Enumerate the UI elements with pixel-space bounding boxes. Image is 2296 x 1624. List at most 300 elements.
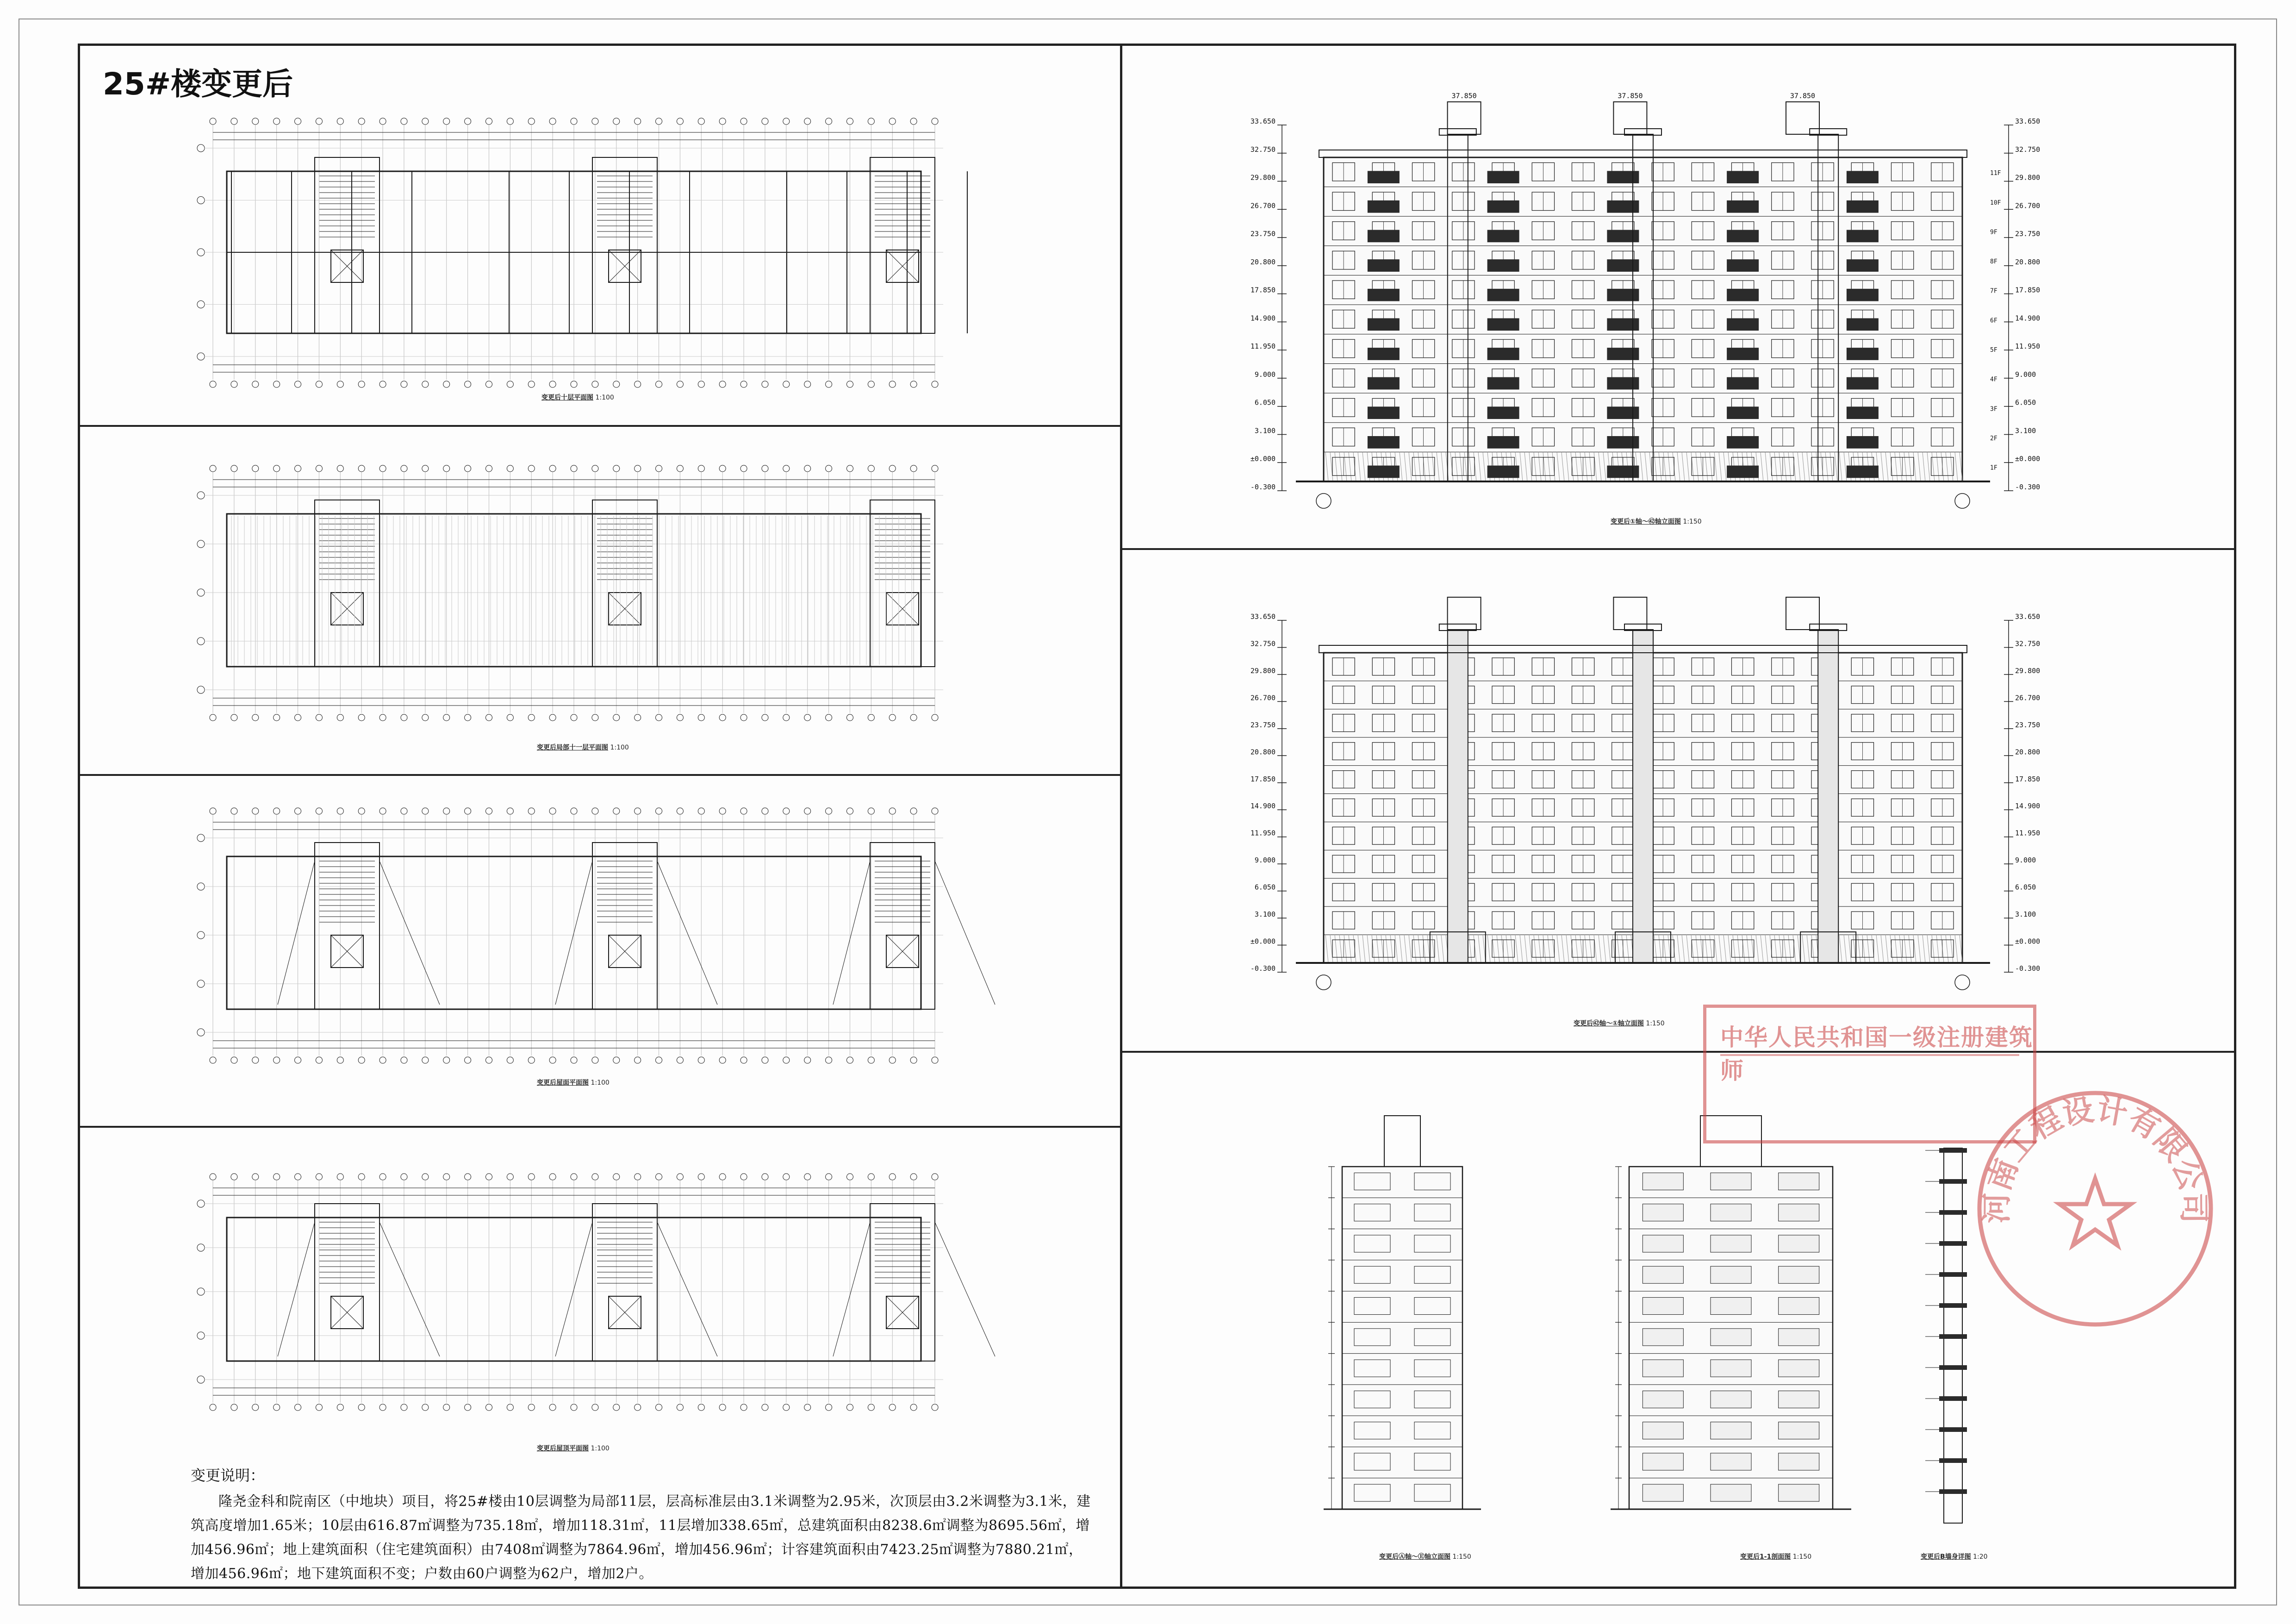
floor-label: 3F <box>1990 406 1997 413</box>
axis-bubble <box>889 714 896 721</box>
roof-stair-house <box>1384 1116 1420 1167</box>
axis-bubble <box>656 118 662 125</box>
roof-stair-house <box>1613 597 1647 630</box>
plan-linework <box>197 808 995 1063</box>
axis-bubble <box>231 1174 237 1180</box>
level-label: 33.650 <box>1250 117 1276 125</box>
axis-bubble <box>507 808 513 814</box>
level-label: 9.000 <box>2015 856 2036 865</box>
floor-plan-10f-caption: 变更后十层平面图 1:100 <box>541 394 614 401</box>
axis-bubble <box>698 1174 704 1180</box>
axis-bubble <box>868 381 874 387</box>
roof-stair-house <box>1786 597 1819 630</box>
axis-bubble <box>571 1174 577 1180</box>
axis-bubble <box>422 1404 429 1411</box>
level-label: 32.750 <box>2015 639 2041 648</box>
room-cell <box>1643 1329 1683 1346</box>
axis-bubble <box>337 1404 343 1411</box>
axis-bubble <box>549 1057 556 1063</box>
level-label: 33.650 <box>1250 612 1276 621</box>
axis-bubble <box>422 808 429 814</box>
axis-bubble <box>443 1174 450 1180</box>
axis-bubble <box>274 1404 280 1411</box>
axis-bubble <box>401 381 407 387</box>
change-notes-body: 隆尧金科和院南区（中地块）项目，将25#楼由10层调整为局部11层，层高标准层由3.1米调整为2.95米，次顶层由3.2米调整为3.1米，建筑高度增加1.65米；10层由616.87㎡调整为735.18㎡，增加118.31㎡，11层增加338.65㎡，总建筑面积由8238.6㎡调整为8695.56㎡，增加456.96㎡；地上建筑面积（住宅建筑面积）由7408㎡调整为7864.96㎡，增加456.96㎡；计容建筑面积由7423.25㎡调整为7880.21㎡，增加456.96㎡；地下建筑面积不变；户数由60户调整为62户，增加2户。 <box>191 1493 1091 1582</box>
axis-bubble <box>932 465 938 472</box>
balcony-panel <box>1607 259 1639 272</box>
axis-bubble <box>804 1057 811 1063</box>
balcony-panel <box>1368 230 1400 243</box>
axis-bubble <box>826 1174 832 1180</box>
balcony-panel <box>1607 406 1639 419</box>
axis-bubble <box>528 1404 535 1411</box>
axis-bubble <box>358 1174 365 1180</box>
slab-edge <box>1939 1272 1967 1277</box>
stair-core <box>315 500 380 667</box>
axis-bubble <box>932 714 938 721</box>
room-cell <box>1643 1235 1683 1252</box>
axis-bubble <box>337 465 343 472</box>
axis-bubble <box>401 118 407 125</box>
outline <box>1342 1167 1462 1509</box>
level-label: 20.800 <box>2015 257 2041 266</box>
axis-bubble <box>635 808 641 814</box>
axis-bubble <box>316 808 322 814</box>
axis-bubble <box>698 1404 704 1411</box>
axis-bubble <box>889 381 896 387</box>
balcony-panel <box>1607 436 1639 449</box>
room-cell <box>1643 1422 1683 1439</box>
axis-bubble <box>656 1174 662 1180</box>
room-cell <box>1643 1391 1683 1408</box>
room-cell <box>1711 1173 1751 1190</box>
balcony-panel <box>1847 259 1879 272</box>
axis-bubble <box>197 980 205 987</box>
floor-plan-11f <box>194 463 953 722</box>
axis-bubble <box>846 1404 853 1411</box>
room-cell <box>1779 1204 1819 1221</box>
axis-bubble <box>656 381 662 387</box>
row-divider-right-1 <box>1122 548 2236 550</box>
level-label: 26.700 <box>1250 693 1276 702</box>
axis-bubble <box>677 1174 683 1180</box>
axis-bubble <box>549 808 556 814</box>
roof-top-level: 37.850 <box>1790 92 1816 100</box>
axis-bubble <box>868 1404 874 1411</box>
axis-bubble <box>613 465 620 472</box>
level-label: 29.800 <box>1250 666 1276 675</box>
svg-text:河南工程设计有限公司: 河南工程设计有限公司 <box>1979 1092 2212 1224</box>
balcony-panel <box>1727 348 1759 360</box>
top-roof-plan-caption: 变更后屋顶平面图 1:100 <box>537 1445 610 1452</box>
axis-bubble <box>465 381 471 387</box>
axis-bubble <box>910 1404 917 1411</box>
axis-bubble <box>932 381 938 387</box>
axis-bubble <box>910 381 917 387</box>
axis-bubble <box>401 1057 407 1063</box>
axis-bubble <box>592 381 598 387</box>
balcony-panel <box>1727 466 1759 478</box>
slab-edge <box>1939 1458 1967 1463</box>
axis-bubble <box>549 465 556 472</box>
room-cell <box>1711 1360 1751 1377</box>
axis-bubble <box>677 1404 683 1411</box>
axis-bubble <box>826 714 832 721</box>
room-cell <box>1779 1360 1819 1377</box>
axis-bubble <box>635 381 641 387</box>
axis-bubble <box>197 1244 205 1251</box>
axis-bubble <box>380 1057 386 1063</box>
floor-label: 10F <box>1990 199 2001 206</box>
room-cell <box>1779 1422 1819 1439</box>
axis-bubble <box>197 1376 205 1383</box>
balcony-panel <box>1727 318 1759 331</box>
level-label: 29.800 <box>2015 666 2041 675</box>
axis-bubble <box>804 381 811 387</box>
axis-bubble <box>592 1057 598 1063</box>
axis-bubble <box>783 1174 790 1180</box>
axis-bubble <box>613 381 620 387</box>
axis-bubble <box>422 1057 429 1063</box>
axis-bubble <box>380 1404 386 1411</box>
room-cell <box>1711 1453 1751 1470</box>
balcony-panel <box>1487 348 1519 360</box>
stair-core <box>315 1204 380 1361</box>
axis-bubble <box>231 1057 237 1063</box>
roof-top-level: 37.850 <box>1451 92 1477 100</box>
axis-bubble <box>571 1404 577 1411</box>
axis-bubble <box>889 465 896 472</box>
slab-edge <box>1939 1303 1967 1308</box>
axis-bubble <box>677 714 683 721</box>
axis-bubble <box>740 381 747 387</box>
company-seal-graphic <box>1972 1086 2218 1331</box>
axis-bubble <box>1316 493 1331 508</box>
level-label: ±0.000 <box>1250 455 1276 463</box>
balcony-panel <box>1727 436 1759 449</box>
level-label: 33.650 <box>2015 612 2041 621</box>
facade <box>1296 92 1990 481</box>
axis-bubble <box>316 381 322 387</box>
balcony-panel <box>1607 230 1639 243</box>
roof-stair-house <box>1613 102 1647 134</box>
level-label: 3.100 <box>1254 426 1276 435</box>
balcony-panel <box>1487 230 1519 243</box>
axis-bubble <box>762 1057 768 1063</box>
level-label: ±0.000 <box>1250 937 1276 946</box>
axis-bubble <box>868 714 874 721</box>
slab-edge <box>1939 1334 1967 1339</box>
slab-edge <box>1939 1179 1967 1184</box>
axis-bubble <box>231 118 237 125</box>
axis-bubble <box>1955 975 1970 990</box>
axis-bubble <box>197 931 205 939</box>
axis-bubble <box>656 465 662 472</box>
room-cell <box>1779 1173 1819 1190</box>
axis-bubble <box>762 1174 768 1180</box>
axis-bubble <box>210 465 216 472</box>
axis-bubble <box>197 353 205 360</box>
level-label: 32.750 <box>1250 639 1276 648</box>
axis-bubble <box>613 808 620 814</box>
pilaster <box>1633 630 1653 963</box>
axis-bubble <box>656 714 662 721</box>
axis-bubble <box>549 381 556 387</box>
axis-bubble <box>719 465 726 472</box>
slab-edge <box>1939 1489 1967 1494</box>
axis-bubble <box>274 714 280 721</box>
axis-bubble <box>316 1174 322 1180</box>
axis-bubble <box>465 714 471 721</box>
elevation-rear-caption: 变更后㊷轴～①轴立面图 1:150 <box>1574 1020 1665 1027</box>
axis-bubble <box>889 808 896 814</box>
balcony-panel <box>1727 406 1759 419</box>
axis-bubble <box>197 1288 205 1295</box>
axis-bubble <box>826 381 832 387</box>
axis-bubble <box>197 144 205 152</box>
axis-bubble <box>210 1057 216 1063</box>
axis-bubble <box>528 118 535 125</box>
axis-bubble <box>868 1057 874 1063</box>
level-label: 6.050 <box>1254 398 1276 407</box>
axis-bubble <box>656 1057 662 1063</box>
section-drawing <box>1611 1116 1851 1509</box>
change-notes-title: 变更说明： <box>191 1467 265 1484</box>
roof-plan-drawing <box>194 806 953 1065</box>
balcony-panel <box>1607 466 1639 478</box>
floor-label: 6F <box>1990 317 1997 325</box>
level-label: -0.300 <box>1250 964 1276 973</box>
balcony-panel <box>1368 377 1400 390</box>
balcony-panel <box>1847 289 1879 301</box>
floor-label: 1F <box>1990 464 1997 472</box>
axis-bubble <box>337 1174 343 1180</box>
axis-bubble <box>401 714 407 721</box>
balcony-panel <box>1847 318 1879 331</box>
room-cell <box>1779 1453 1819 1470</box>
elevation-side-caption: 变更后Ⓐ轴～Ⓔ轴立面图 1:150 <box>1379 1553 1471 1561</box>
level-label: 23.750 <box>2015 230 2041 238</box>
axis-bubble <box>656 808 662 814</box>
level-label: 14.900 <box>2015 314 2041 323</box>
axis-bubble <box>656 1404 662 1411</box>
level-label: 6.050 <box>2015 398 2036 407</box>
axis-bubble <box>571 714 577 721</box>
balcony-panel <box>1607 377 1639 390</box>
stair-core <box>870 500 935 667</box>
axis-bubble <box>698 714 704 721</box>
balcony-panel <box>1368 200 1400 213</box>
axis-bubble <box>465 1404 471 1411</box>
balcony-panel <box>1487 259 1519 272</box>
slab-edge <box>1939 1365 1967 1370</box>
axis-bubble <box>197 883 205 890</box>
plan-linework <box>197 1174 995 1411</box>
slab-edge <box>1939 1427 1967 1432</box>
axis-bubble <box>889 1404 896 1411</box>
level-label: 14.900 <box>2015 802 2041 811</box>
level-label: 3.100 <box>2015 910 2036 919</box>
axis-bubble <box>422 381 429 387</box>
axis-bubble <box>337 381 343 387</box>
axis-bubble <box>910 465 917 472</box>
row-divider-left-2 <box>78 774 1120 776</box>
axis-bubble <box>507 465 513 472</box>
balcony-panel <box>1847 436 1879 449</box>
axis-bubble <box>846 1174 853 1180</box>
balcony-panel <box>1727 289 1759 301</box>
balcony-panel <box>1847 406 1879 419</box>
level-ruler-left <box>1251 612 1287 973</box>
axis-bubble <box>762 714 768 721</box>
axis-bubble <box>507 714 513 721</box>
axis-bubble <box>274 1057 280 1063</box>
floor-plan-10f <box>194 116 953 389</box>
balcony-panel <box>1847 200 1879 213</box>
roof-slope-line <box>833 861 870 1005</box>
axis-bubble <box>528 808 535 814</box>
top-roof-plan-drawing <box>194 1171 953 1412</box>
stair-core <box>315 157 380 333</box>
level-label: 9.000 <box>1254 370 1276 379</box>
axis-bubble <box>932 808 938 814</box>
axis-bubble <box>507 118 513 125</box>
axis-bubble <box>698 381 704 387</box>
axis-bubble <box>740 465 747 472</box>
axis-bubble <box>274 381 280 387</box>
axis-bubble <box>337 714 343 721</box>
room-cell <box>1779 1298 1819 1315</box>
axis-bubble <box>197 197 205 204</box>
axis-bubble <box>698 465 704 472</box>
axis-bubble <box>485 714 492 721</box>
axis-bubble <box>252 1057 259 1063</box>
stair-core <box>870 1204 935 1361</box>
axis-bubble <box>274 808 280 814</box>
section-1-1 <box>1592 1102 1851 1537</box>
axis-bubble <box>592 1174 598 1180</box>
stair-core <box>592 843 657 1009</box>
balcony-panel <box>1487 318 1519 331</box>
balcony-panel <box>1487 171 1519 183</box>
level-label: 26.700 <box>2015 201 2041 210</box>
axis-bubble <box>485 465 492 472</box>
level-label: 29.800 <box>2015 173 2041 182</box>
axis-bubble <box>762 1404 768 1411</box>
row-divider-left-3 <box>78 1126 1120 1128</box>
axis-bubble <box>932 1057 938 1063</box>
axis-bubble <box>231 808 237 814</box>
floor-label: 9F <box>1990 229 1997 236</box>
level-label: 14.900 <box>1250 314 1276 323</box>
level-ruler-right <box>2004 117 2040 491</box>
axis-bubble <box>528 1174 535 1180</box>
axis-bubble <box>740 1404 747 1411</box>
roof-slope-line <box>380 1222 440 1356</box>
axis-bubble <box>252 381 259 387</box>
axis-bubble <box>826 1057 832 1063</box>
axis-bubble <box>337 1057 343 1063</box>
axis-bubble <box>783 465 790 472</box>
level-label: 17.850 <box>2015 286 2041 294</box>
axis-bubble <box>1316 975 1331 990</box>
axis-bubble <box>783 1404 790 1411</box>
axis-bubble <box>910 1174 917 1180</box>
axis-bubble <box>507 381 513 387</box>
axis-bubble <box>465 1174 471 1180</box>
axis-bubble <box>1955 493 1970 508</box>
axis-bubble <box>358 1057 365 1063</box>
room-cell <box>1643 1360 1683 1377</box>
axis-bubble <box>210 118 216 125</box>
level-label: 23.750 <box>1250 720 1276 729</box>
axis-bubble <box>295 381 301 387</box>
axis-bubble <box>826 118 832 125</box>
axis-bubble <box>719 1174 726 1180</box>
axis-bubble <box>635 118 641 125</box>
roof-slope-line <box>380 861 440 1005</box>
floor-label: 11F <box>1990 170 2001 177</box>
axis-bubble <box>380 465 386 472</box>
pilaster <box>1818 630 1838 963</box>
axis-bubble <box>197 637 205 645</box>
level-label: 20.800 <box>1250 748 1276 756</box>
axis-bubble <box>635 1404 641 1411</box>
column-divider <box>1120 44 1122 1589</box>
elevation-side-drawing <box>1287 1102 1509 1537</box>
axis-bubble <box>762 465 768 472</box>
axis-bubble <box>465 465 471 472</box>
axis-bubble <box>443 1404 450 1411</box>
axis-bubble <box>613 1057 620 1063</box>
axis-bubble <box>698 1057 704 1063</box>
axis-bubble <box>197 686 205 693</box>
axis-bubble <box>210 381 216 387</box>
level-label: ±0.000 <box>2015 455 2041 463</box>
roof-plan <box>194 806 953 1065</box>
axis-bubble <box>401 808 407 814</box>
elevation-front-caption: 变更后①轴～㊷轴立面图 1:150 <box>1611 518 1702 525</box>
axis-bubble <box>826 808 832 814</box>
level-label: 9.000 <box>2015 370 2036 379</box>
balcony-panel <box>1727 230 1759 243</box>
room-cell <box>1643 1298 1683 1315</box>
axis-bubble <box>465 118 471 125</box>
axis-bubble <box>592 714 598 721</box>
change-notes <box>191 1464 1093 1586</box>
balcony-panel <box>1487 377 1519 390</box>
balcony-panel <box>1607 171 1639 183</box>
roof-plan-caption: 变更后屋面平面图 1:100 <box>537 1079 610 1087</box>
level-label: -0.300 <box>1250 483 1276 491</box>
balcony-panel <box>1727 200 1759 213</box>
axis-bubble <box>231 465 237 472</box>
elevation-side <box>1287 1102 1509 1537</box>
axis-bubble <box>868 465 874 472</box>
axis-bubble <box>316 714 322 721</box>
level-label: 20.800 <box>2015 748 2041 756</box>
axis-bubble <box>422 118 429 125</box>
axis-bubble <box>358 714 365 721</box>
axis-bubble <box>465 1057 471 1063</box>
room-cell <box>1711 1204 1751 1221</box>
row-divider-left-1 <box>78 425 1120 427</box>
axis-bubble <box>910 1057 917 1063</box>
axis-bubble <box>295 808 301 814</box>
room-cell <box>1643 1453 1683 1470</box>
axis-bubble <box>804 1404 811 1411</box>
balcony-panel <box>1487 200 1519 213</box>
